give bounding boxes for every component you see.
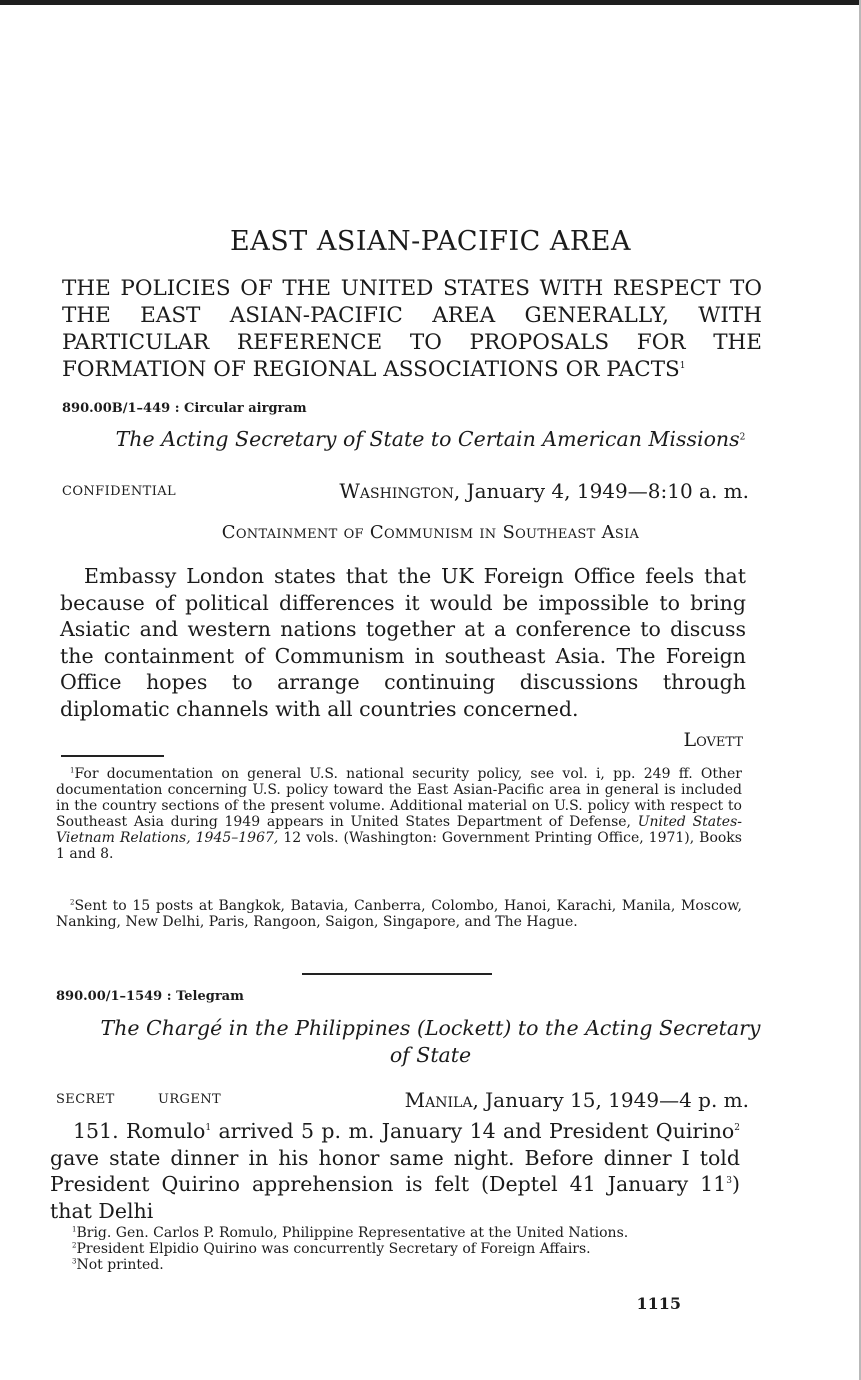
- body-text: ) that Delhi: [50, 1172, 740, 1223]
- scan-top-border: [0, 0, 861, 5]
- dateline-place: Manila: [404, 1088, 473, 1112]
- document-separator: [302, 973, 492, 975]
- footnote-marker: 3: [726, 1176, 732, 1187]
- document-file-reference: 890.00/1–1549 : Telegram: [56, 989, 244, 1004]
- footnote-text: 12 vols. (Washington: Government Printing Office, 1971), Books 1 and 8.: [56, 830, 742, 862]
- classification-label: CONFIDENTIAL: [62, 484, 177, 499]
- document-title-line-2: of State: [389, 1043, 472, 1067]
- dateline: [339, 479, 749, 503]
- body-text: 151. Romulo: [73, 1119, 206, 1143]
- footnote-2: [56, 898, 742, 930]
- footnote-text: For documentation on general U.S. national security policy, see vol. i, pp. 249 ff. Other documentation concerning U.S. policy toward the East Asian-Pacific area in general is included in the country sections of the present volume. Additional material on U.S. policy with respect to Southeast Asia during 1949 appears in United States Department of Defense,: [56, 766, 742, 830]
- footnote-3: [62, 1257, 748, 1273]
- dateline-date: , January 4, 1949—8:10 a. m.: [453, 479, 749, 503]
- document-body: Embassy London states that the UK Foreign Office feels that because of political differences it would be impossible to bring Asiatic and western nations together at a conference to discuss the containment of Communism in southeast Asia. The Foreign Office hopes to arrange continuing discussions through diplomatic channels with all countries concerned.: [60, 564, 746, 721]
- signature: Lovett: [683, 729, 743, 751]
- footnote-text: Brig. Gen. Carlos P. Romulo, Philippine Representative at the United Nations.: [76, 1225, 629, 1241]
- footnote-marker: 1: [205, 1123, 212, 1134]
- footnote-marker: 2: [739, 432, 746, 443]
- footnote-marker: 2: [70, 898, 75, 907]
- footnote-marker: 1: [679, 360, 686, 371]
- footnote-marker: 1: [72, 1225, 77, 1234]
- chapter-subtitle-text: THE POLICIES OF THE UNITED STATES WITH RESPECT TO THE EAST ASIAN-PACIFIC AREA GENERALLY, WITH PARTICULAR REFERENCE TO PROPOSALS FOR THE FORMATION OF REGIONAL ASSOCIATIONS OR PACTS: [62, 276, 762, 382]
- dateline: [405, 1088, 749, 1112]
- document-title-line-1: The Chargé in the Philippines (Lockett) to the Acting Secretary: [100, 1016, 761, 1040]
- footnote-text: Not printed.: [76, 1257, 164, 1273]
- footnote-marker: 2: [72, 1241, 77, 1250]
- document-file-reference: 890.00B/1–449 : Circular airgram: [62, 401, 307, 416]
- document-title-text: The Acting Secretary of State to Certain American Missions: [115, 427, 740, 451]
- dateline-date: , January 15, 1949—4 p. m.: [472, 1088, 749, 1112]
- body-text: gave state dinner in his honor same night. Before dinner I told President Quirino apprehension is felt (Deptel 41 January 11: [50, 1145, 740, 1196]
- page-number: 1115: [636, 1294, 681, 1313]
- document-body: [50, 1118, 740, 1224]
- document-title: [0, 427, 861, 451]
- footnote-1: [56, 766, 742, 862]
- footnote-marker: 3: [72, 1257, 77, 1266]
- dateline-place: Washington: [339, 479, 454, 503]
- footnote-marker: 1: [70, 766, 75, 775]
- footnote-text: Sent to 15 posts at Bangkok, Batavia, Canberra, Colombo, Hanoi, Karachi, Manila, Moscow, Nanking, New Delhi, Paris, Rangoon, Saigon, Singapore, and The Hague.: [56, 898, 742, 930]
- footnote-2: [62, 1241, 748, 1257]
- chapter-subtitle: [62, 275, 762, 383]
- document-heading: Containment of Communism in Southeast Asia: [221, 522, 640, 543]
- section-title: EAST ASIAN-PACIFIC AREA: [230, 226, 631, 257]
- footnote-divider: [61, 755, 164, 757]
- body-text: arrived 5 p. m. January 14 and President Quirino: [211, 1119, 735, 1143]
- footnote-marker: 2: [734, 1123, 741, 1134]
- classification-label: SECRET: [56, 1092, 115, 1107]
- footnote-italic-title: United States-Vietnam Relations, 1945–1967,: [56, 814, 742, 846]
- priority-label: URGENT: [158, 1092, 222, 1107]
- footnote-1: [62, 1225, 748, 1241]
- footnote-text: President Elpidio Quirino was concurrently Secretary of Foreign Affairs.: [76, 1241, 591, 1257]
